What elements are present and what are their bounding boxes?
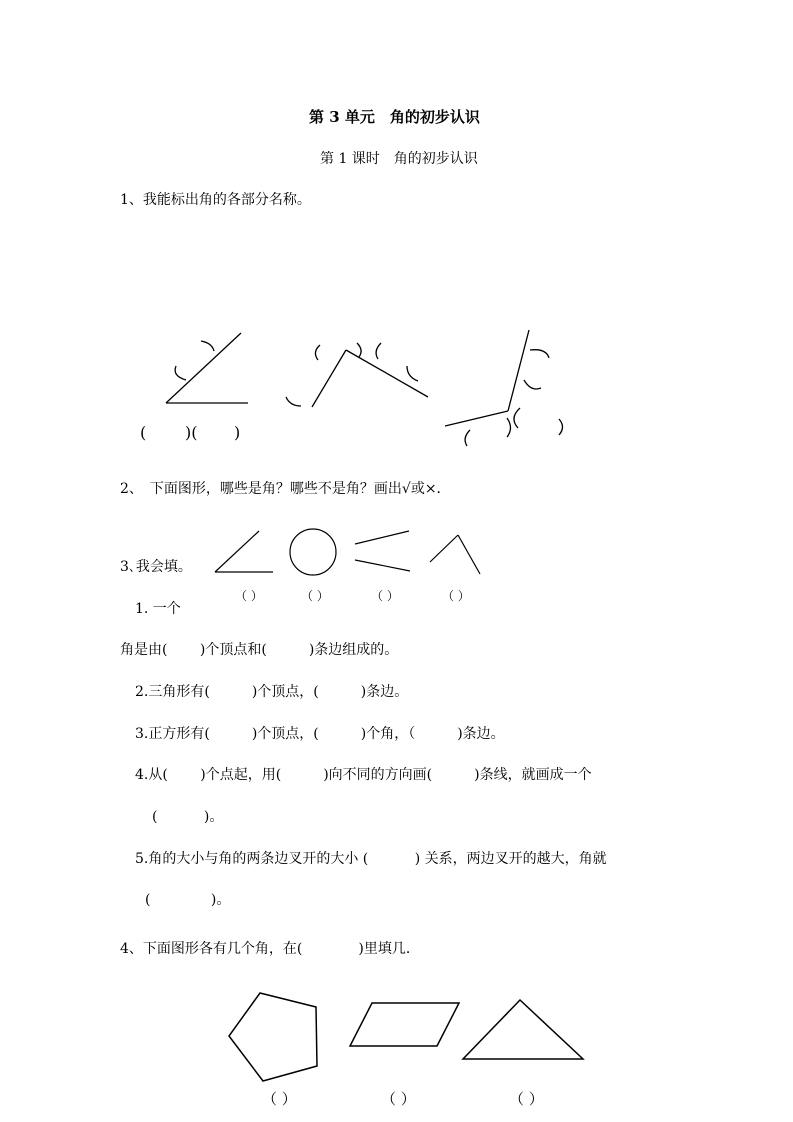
q4-parallelogram — [350, 1003, 459, 1046]
q3-item-2: 2.三角形有( )个顶点，( )条边。 — [135, 684, 409, 700]
page-subtitle: 第 1 课时 角的初步认识 — [320, 151, 478, 167]
q1-angle3-arc-c — [514, 408, 520, 428]
q1-blank-1[interactable]: ( — [140, 423, 147, 442]
q2-answer-slot-2[interactable]: （ ） — [301, 589, 329, 603]
q1-angle2-side-b — [346, 350, 428, 397]
page-title: 第 3 单元 角的初步认识 — [309, 108, 480, 126]
q3-item-3: 3.正方形有( )个顶点，( )个角，（ )条边。 — [135, 726, 505, 742]
q1-angle3-side-b — [445, 411, 508, 426]
q3-item-1-prefix: 1. 一个 — [135, 601, 181, 617]
q2-shape3-line-b — [355, 560, 410, 571]
q2-shape4-line-a — [430, 535, 458, 562]
q3-item-4: 4.从( )个点起，用( )向不同的方向画( )条线，就画成一个 — [135, 767, 592, 783]
q3-item-5: 5.角的大小与角的两条边叉开的大小 ( ) 关系，两边叉开的越大，角就 — [135, 851, 607, 867]
q1-blank-3[interactable]: ) — [234, 423, 241, 442]
q4-answer-slot-3[interactable]: （ ） — [509, 1090, 544, 1108]
q1-angle3-side-a — [508, 330, 529, 411]
q4-answer-slot-2[interactable]: （ ） — [381, 1090, 416, 1108]
q4-pentagon — [229, 993, 317, 1081]
question-4: 4、下面图形各有几个角，在( )里填几． — [120, 941, 420, 957]
q3-item-1: 角是由( )个顶点和( )条边组成的。 — [120, 642, 399, 658]
q3-item-5-cont: ( )。 — [145, 892, 231, 908]
q2-answer-slot-4[interactable]: （ ） — [442, 589, 470, 603]
q3-heading: 3､我会填。 — [120, 559, 192, 575]
q2-shape3-line-a — [355, 531, 409, 544]
q1-angle2-arc-e — [286, 397, 301, 406]
question-2: 2、 下面图形，哪些是角？哪些不是角？画出√或×． — [120, 481, 451, 497]
q2-answer-slot-1[interactable]: （ ） — [235, 589, 263, 603]
q1-angle3-arc-f — [465, 430, 470, 446]
q1-angle1-arc-a — [201, 341, 214, 351]
q2-shape1-line-a — [215, 531, 259, 572]
q2-answer-slot-3[interactable]: （ ） — [371, 589, 399, 603]
q1-angle2-arc-c — [376, 343, 381, 359]
q4-triangle — [463, 1000, 583, 1059]
q1-angle3-arc-d — [559, 419, 563, 435]
q1-angle2-arc-d — [407, 366, 418, 381]
question-1: 1、我能标出角的各部分名称。 — [120, 192, 311, 208]
q1-angle3-arc-a — [530, 350, 549, 358]
q2-shape2-circle — [290, 529, 336, 575]
q1-angle3-arc-e — [507, 418, 511, 437]
q2-shape4-line-b — [458, 535, 480, 574]
q1-angle2-side-a — [312, 350, 346, 407]
q3-item-4-cont: ( )。 — [152, 809, 224, 825]
q1-angle1-side-a — [166, 333, 241, 403]
q1-blank-2[interactable]: )( — [185, 423, 198, 442]
q1-angle2-arc-b — [357, 343, 361, 357]
q1-angle3-arc-b — [524, 380, 541, 389]
q1-angle2-arc-a — [315, 345, 320, 360]
q1-angle1-arc-b — [175, 366, 186, 380]
q4-answer-slot-1[interactable]: （ ） — [262, 1090, 297, 1108]
